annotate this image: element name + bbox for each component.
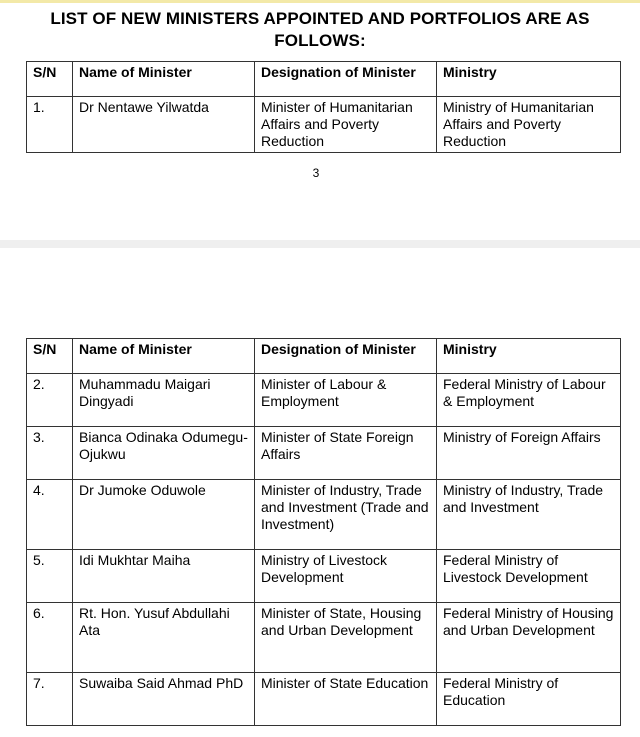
row-sn: 4. [27,480,73,550]
row-minister-name: Dr Jumoke Oduwole [73,480,255,550]
row-designation: Ministry of Livestock Development [255,550,437,603]
ministers-table-page-2 [26,338,621,726]
header-ministry: Ministry [437,339,621,374]
header-designation: Designation of Minister [255,62,437,97]
row-minister-name: Suwaiba Said Ahmad PhD [73,673,255,726]
row-sn: 2. [27,374,73,427]
row-designation: Minister of State Foreign Affairs [255,427,437,480]
row-designation: Minister of State Education [255,673,437,726]
page-break-separator [0,240,640,248]
row-sn: 7. [27,673,73,726]
row-ministry: Ministry of Humanitarian Affairs and Poverty Reduction [437,97,621,153]
table-header-row [27,339,621,374]
row-sn: 1. [27,97,73,153]
table-row [27,550,621,603]
table-row [27,374,621,427]
row-ministry: Federal Ministry of Livestock Development [437,550,621,603]
table-row [27,427,621,480]
row-ministry: Federal Ministry of Education [437,673,621,726]
ministers-table-page-1 [26,61,621,153]
row-designation: Minister of Industry, Trade and Investment (Trade and Investment) [255,480,437,550]
header-sn: S/N [27,62,73,97]
header-name: Name of Minister [73,339,255,374]
row-sn: 3. [27,427,73,480]
row-sn: 5. [27,550,73,603]
table-row [27,603,621,673]
table-row [27,480,621,550]
header-name: Name of Minister [73,62,255,97]
page-title-line-2: FOLLOWS: [274,31,366,50]
page-title-line-1: LIST OF NEW MINISTERS APPOINTED AND PORTFOLIOS ARE AS [50,9,590,28]
row-minister-name: Dr Nentawe Yilwatda [73,97,255,153]
row-minister-name: Idi Mukhtar Maiha [73,550,255,603]
row-ministry: Ministry of Industry, Trade and Investment [437,480,621,550]
page-number: 3 [312,166,320,180]
row-sn: 6. [27,603,73,673]
row-minister-name: Rt. Hon. Yusuf Abdullahi Ata [73,603,255,673]
row-minister-name: Muhammadu Maigari Dingyadi [73,374,255,427]
table-header-row [27,62,621,97]
header-sn: S/N [27,339,73,374]
row-designation: Minister of Labour & Employment [255,374,437,427]
row-ministry: Federal Ministry of Labour & Employment [437,374,621,427]
table-row [27,673,621,726]
row-designation: Minister of Humanitarian Affairs and Poverty Reduction [255,97,437,153]
header-designation: Designation of Minister [255,339,437,374]
header-ministry: Ministry [437,62,621,97]
row-ministry: Ministry of Foreign Affairs [437,427,621,480]
row-minister-name: Bianca Odinaka Odumegu-Ojukwu [73,427,255,480]
table-row [27,97,621,153]
page-title [0,8,640,52]
row-ministry: Federal Ministry of Housing and Urban Development [437,603,621,673]
page-top-border [0,0,640,3]
row-designation: Minister of State, Housing and Urban Development [255,603,437,673]
